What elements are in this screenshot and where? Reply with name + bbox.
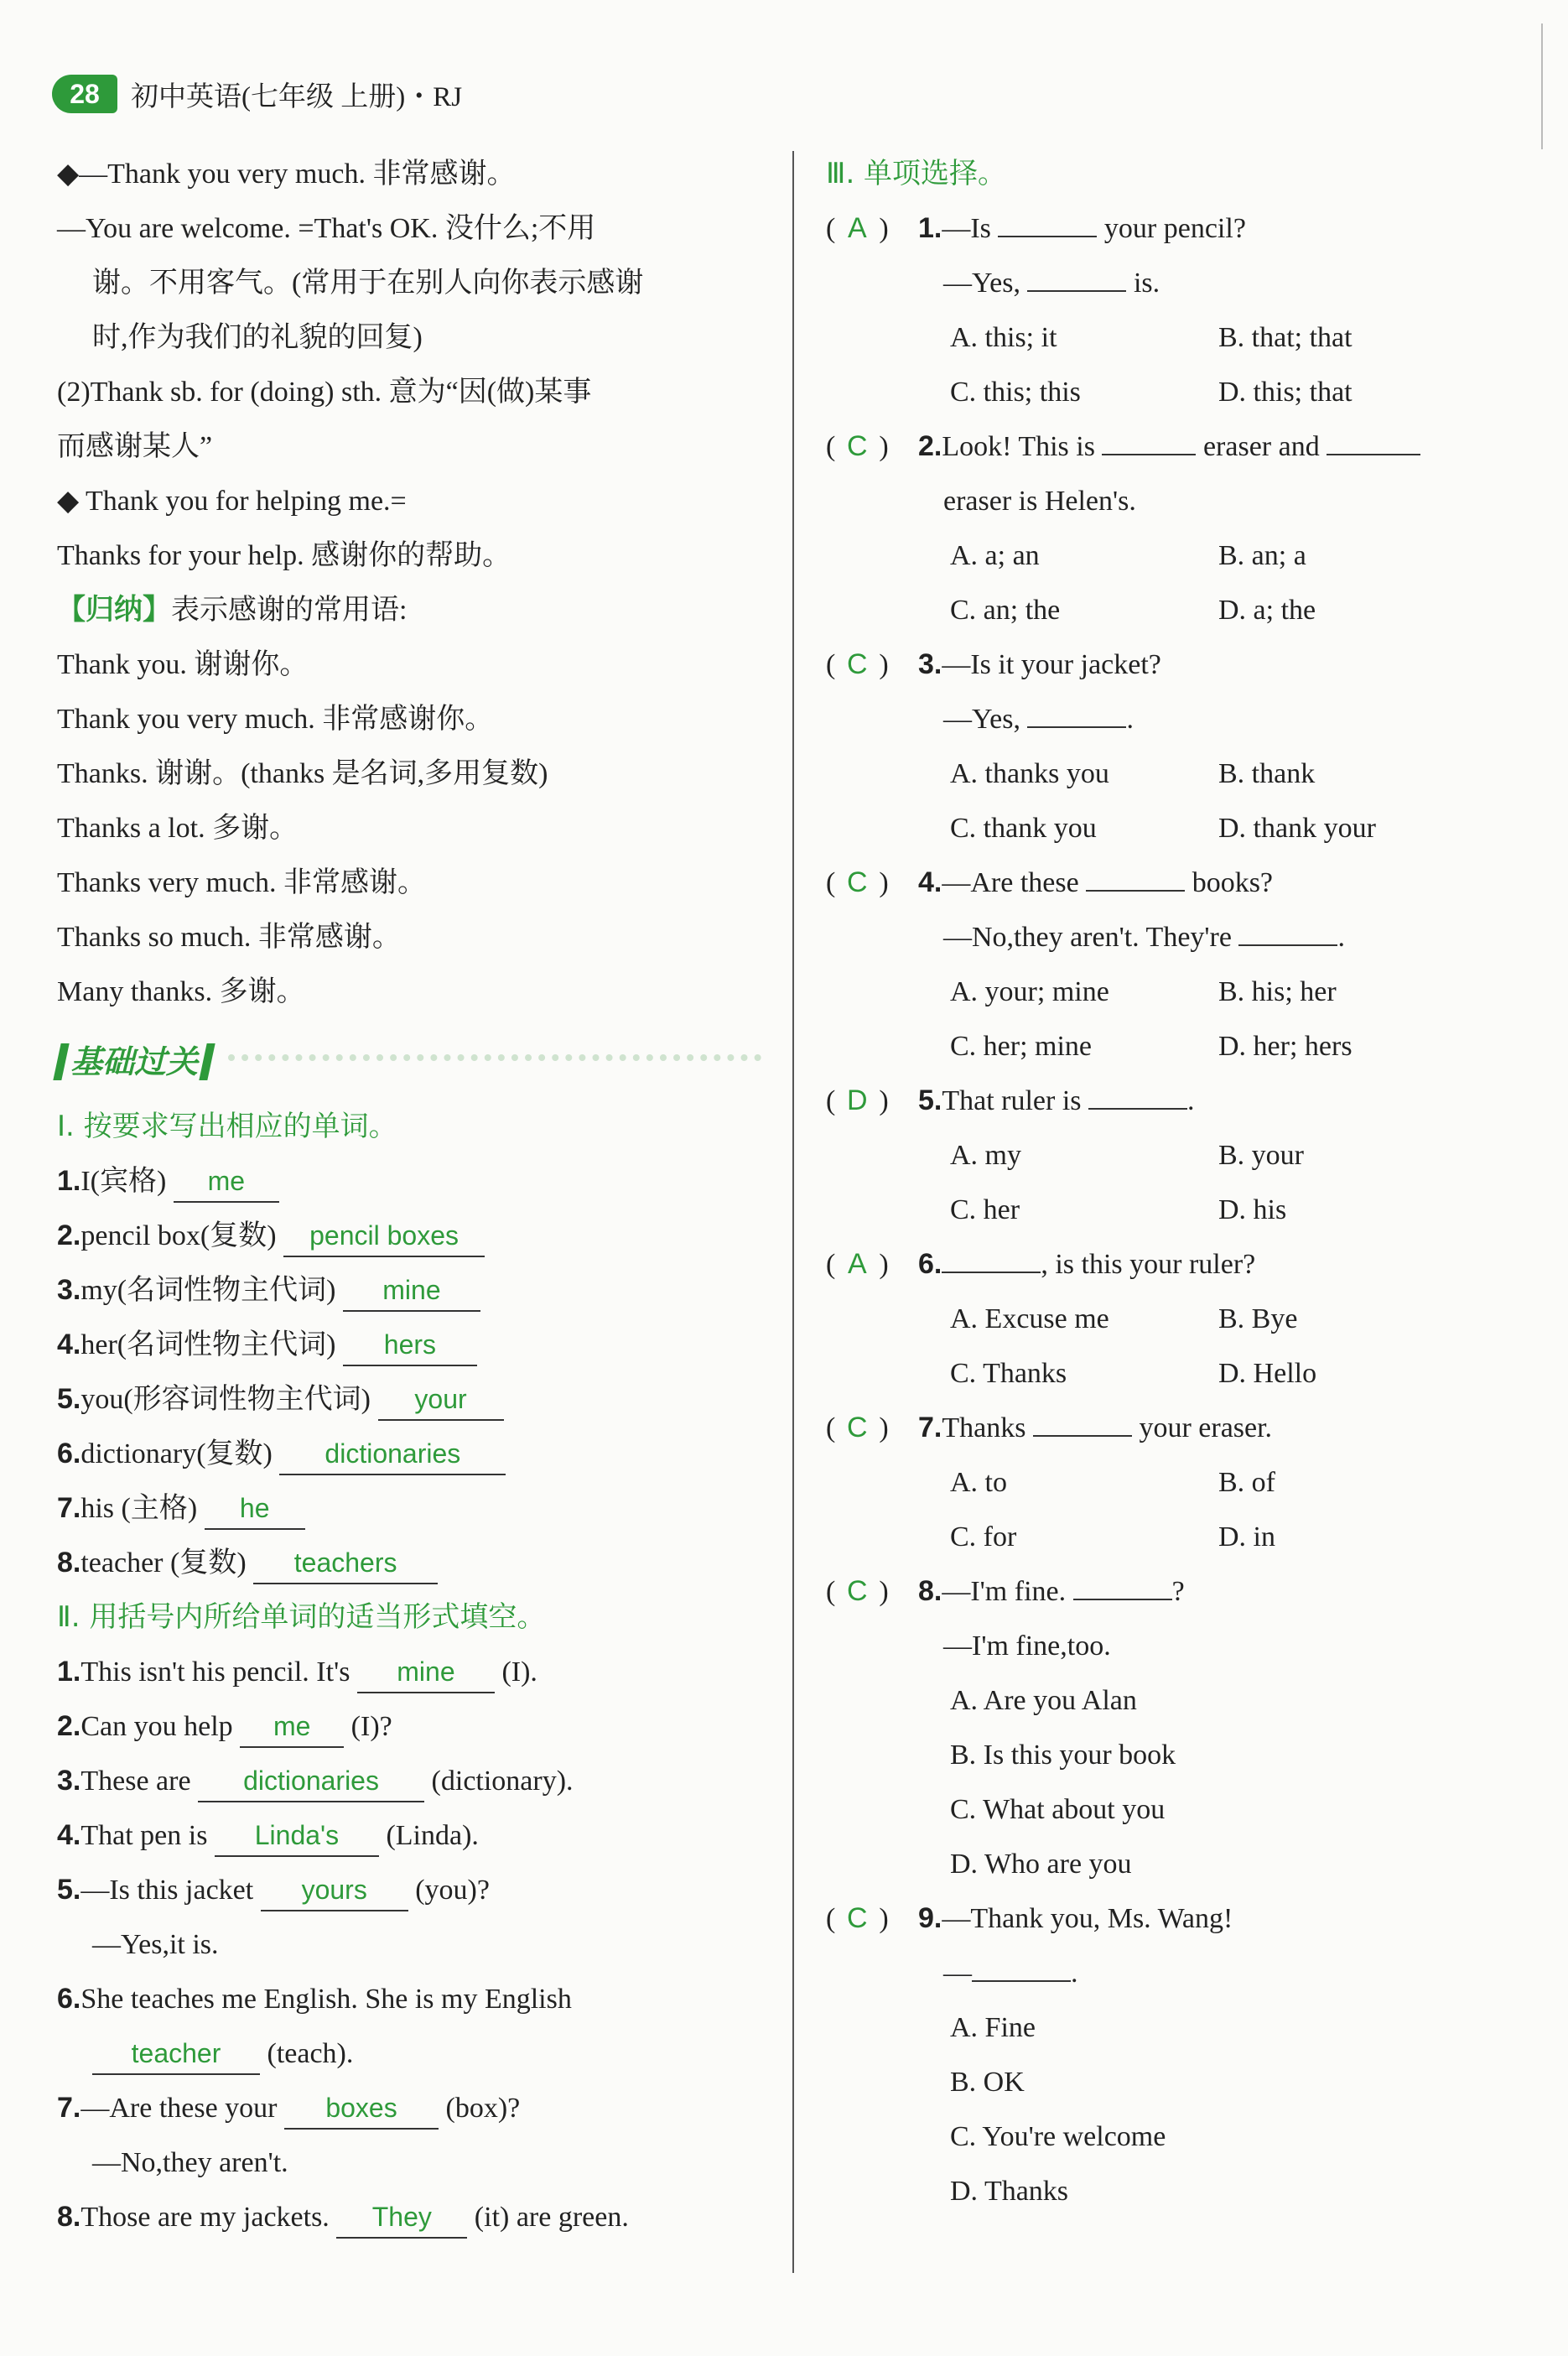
option[interactable]: B. Bye (1218, 1303, 1298, 1334)
option[interactable]: B. Is this your book (950, 1740, 1176, 1771)
question-line (826, 256, 1530, 310)
answer-blank[interactable] (357, 1652, 495, 1693)
question-text: ? (1171, 1576, 1185, 1607)
option[interactable]: A. my (950, 1140, 1021, 1171)
item-hint: (dictionary). (431, 1766, 574, 1797)
item-hint: (it) are green. (474, 2202, 629, 2233)
question-number: 6. (918, 1248, 942, 1280)
summary-title: 表示感谢的常用语: (171, 595, 408, 626)
option[interactable]: B. his; her (1218, 976, 1337, 1007)
option[interactable]: B. of (1218, 1467, 1275, 1498)
question-text: —Is (942, 213, 991, 244)
question-text: eraser and (1202, 431, 1320, 462)
column-divider (792, 151, 794, 2273)
answer-text: mine (397, 1656, 455, 1687)
options-row (826, 1128, 1530, 1183)
exercise-line: —Yes,it is. (92, 1929, 219, 1960)
answer-blank[interactable] (343, 1271, 480, 1312)
question-line: eraser is Helen's. (943, 486, 1136, 517)
answer-blank[interactable] (198, 1761, 424, 1802)
option[interactable]: B. that; that (1218, 322, 1353, 353)
section-1-title: Ⅰ. 按要求写出相应的单词。 (57, 1110, 397, 1143)
item-number: 3. (57, 1765, 81, 1797)
exercise-item (57, 1154, 761, 1209)
banner-bar (199, 1043, 215, 1080)
answer-choice[interactable]: A (847, 212, 867, 244)
question-3: ( C ) 3. —Is it your jacket? (826, 637, 1530, 692)
answer-blank[interactable] (378, 1380, 504, 1421)
summary-heading (57, 583, 761, 637)
section-2-title: Ⅱ. 用括号内所给单词的适当形式填空。 (57, 1600, 546, 1634)
options-row (826, 1455, 1530, 1510)
answer-text: dictionaries (243, 1766, 379, 1796)
item-number: 5. (57, 1874, 81, 1906)
question-number: 1. (918, 212, 942, 244)
answer-text: pencil boxes (309, 1220, 459, 1251)
exercise-item (57, 1263, 761, 1318)
item-prompt: These are (80, 1766, 191, 1797)
item-number: 2. (57, 1710, 81, 1742)
answer-text: me (273, 1711, 311, 1741)
item-prompt: I(宾格) (80, 1166, 167, 1197)
exercise-item (57, 1699, 761, 1754)
question-line (826, 1946, 1530, 2000)
answer-blank[interactable] (92, 2034, 260, 2075)
question-5: ( D ) 5. That ruler is . (826, 1074, 1530, 1128)
option[interactable]: B. thank (1218, 758, 1316, 789)
answer-choice[interactable]: C (847, 430, 868, 462)
options-row (826, 1019, 1530, 1074)
question-4: ( C ) 4. —Are these books? (826, 856, 1530, 910)
question-text: is. (1133, 268, 1160, 299)
answer-blank[interactable] (253, 1543, 438, 1584)
item-hint: (box)? (445, 2093, 521, 2124)
page-number-badge: 28 (52, 75, 117, 113)
question-blank (1086, 890, 1185, 892)
option[interactable]: D. her; hers (1218, 1031, 1353, 1062)
note-line: Thanks for your help. 感谢你的帮助。 (57, 540, 511, 571)
question-blank (1027, 290, 1126, 292)
exercise-item (57, 1536, 761, 1590)
phrase-line: Many thanks. 多谢。 (57, 976, 305, 1007)
option[interactable]: D. Thanks (950, 2176, 1069, 2207)
options-row (826, 746, 1530, 801)
item-number: 2. (57, 1220, 81, 1251)
exercise-item (57, 1808, 761, 1863)
question-text: Thanks (942, 1412, 1026, 1443)
answer-choice[interactable]: C (847, 1412, 868, 1443)
answer-text: dictionaries (325, 1438, 461, 1469)
question-9: ( C ) 9. —Thank you, Ms. Wang! (826, 1891, 1530, 1946)
question-text: —Is it your jacket? (942, 649, 1161, 680)
note-line: (2)Thank sb. for (doing) sth. 意为“因(做)某事 (57, 377, 592, 408)
item-prompt: her(名词性物主代词) (80, 1329, 336, 1360)
question-8: ( C ) 8. —I'm fine. ? (826, 1564, 1530, 1619)
question-text: That ruler is (942, 1085, 1082, 1116)
question-number: 3. (918, 648, 942, 680)
item-prompt: She teaches me English. She is my English (80, 1984, 572, 2015)
question-text: . (1126, 704, 1134, 735)
answer-text: hers (383, 1329, 437, 1360)
question-7: ( C ) 7. Thanks your eraser. (826, 1401, 1530, 1455)
answer-blank[interactable] (279, 1434, 506, 1475)
note-line: 谢。不用客气。(常用于在别人向你表示感谢 (92, 268, 644, 299)
answer-text: teachers (293, 1547, 397, 1578)
phrase-line: Thanks. 谢谢。(thanks 是名词,多用复数) (57, 758, 548, 789)
option[interactable]: C. thank you (950, 813, 1097, 844)
options-row (826, 1510, 1530, 1564)
exercise-item (57, 2081, 761, 2135)
question-blank (998, 236, 1097, 237)
item-number: 6. (57, 1438, 81, 1469)
question-text: —Thank you, Ms. Wang! (942, 1903, 1233, 1934)
note-line: 时,作为我们的礼貌的回复) (92, 322, 423, 353)
question-text: , is this your ruler? (1041, 1249, 1256, 1280)
item-number: 1. (57, 1656, 81, 1688)
item-number: 8. (57, 1547, 81, 1578)
answer-text: Linda's (254, 1820, 340, 1850)
exercise-item (57, 2190, 761, 2244)
answer-choice[interactable]: C (847, 866, 868, 898)
item-prompt: his (主格) (80, 1493, 198, 1524)
answer-choice[interactable]: D (847, 1084, 868, 1116)
options-row (826, 965, 1530, 1019)
option[interactable]: C. her (950, 1194, 1020, 1225)
option[interactable]: C. for (950, 1521, 1017, 1552)
item-prompt: —Is this jacket (80, 1875, 254, 1906)
option[interactable]: D. thank your (1218, 813, 1376, 844)
answer-choice[interactable]: A (847, 1248, 867, 1280)
option[interactable]: C. this; this (950, 377, 1081, 408)
option[interactable]: A. to (950, 1467, 1007, 1498)
question-text: —Yes, (943, 268, 1020, 299)
item-prompt: pencil box(复数) (80, 1220, 277, 1251)
summary-tag: 【归纳】 (57, 595, 171, 626)
item-hint: (teach). (267, 2038, 354, 2069)
option[interactable]: C. Thanks (950, 1358, 1067, 1389)
exercise-item (57, 1481, 761, 1536)
question-text: Look! This is (942, 431, 1095, 462)
item-number: 8. (57, 2201, 81, 2233)
question-text: —No,they aren't. They're (943, 922, 1232, 953)
item-number: 7. (57, 2092, 81, 2124)
left-column (57, 147, 761, 2244)
option[interactable]: B. OK (950, 2067, 1025, 2098)
phrase-line: Thank you. 谢谢你。 (57, 649, 309, 680)
option[interactable]: D. Hello (1218, 1358, 1317, 1389)
question-blank (1088, 1108, 1187, 1110)
phrase-line: Thanks a lot. 多谢。 (57, 813, 299, 844)
answer-text: boxes (325, 2093, 397, 2123)
question-blank (1238, 944, 1337, 946)
answer-text: They (371, 2202, 432, 2232)
answer-text: mine (382, 1275, 441, 1305)
answer-blank[interactable] (174, 1162, 279, 1203)
item-prompt: Those are my jackets. (80, 2202, 330, 2233)
answer-text: teacher (131, 2038, 221, 2068)
question-6: ( A ) 6. , is this your ruler? (826, 1237, 1530, 1292)
item-prompt: my(名词性物主代词) (80, 1275, 336, 1306)
question-line: —I'm fine,too. (943, 1630, 1111, 1662)
item-number: 4. (57, 1329, 81, 1360)
answer-blank[interactable] (336, 2197, 467, 2239)
answer-text: me (207, 1166, 246, 1196)
phrase-line: Thanks so much. 非常感谢。 (57, 922, 401, 953)
question-text: — (943, 1958, 972, 1989)
question-text: your eraser. (1139, 1412, 1273, 1443)
question-line (826, 910, 1530, 965)
question-text: . (1071, 1958, 1078, 1989)
margin-rule (1541, 23, 1543, 149)
option[interactable]: C. What about you (950, 1794, 1166, 1825)
note-line: 而感谢某人” (57, 431, 213, 462)
phrase-line: Thanks very much. 非常感谢。 (57, 867, 427, 898)
exercise-line (57, 2026, 761, 2081)
options-row (826, 365, 1530, 419)
answer-text: yours (301, 1875, 367, 1905)
item-number: 7. (57, 1492, 81, 1524)
question-number: 5. (918, 1084, 942, 1116)
book-title: 初中英语(七年级 上册)・RJ (131, 81, 463, 112)
page-header (52, 72, 462, 116)
question-text: —Are these (942, 867, 1079, 898)
option[interactable]: D. this; that (1218, 377, 1353, 408)
banner-title: 基础过关 (70, 1043, 199, 1080)
options-row (826, 1183, 1530, 1237)
item-hint: (I). (501, 1656, 537, 1688)
question-2: ( C ) 2. Look! This is eraser and (826, 419, 1530, 474)
exercise-item (57, 1427, 761, 1481)
option[interactable]: B. your (1218, 1140, 1304, 1171)
exercise-item (57, 1372, 761, 1427)
option[interactable]: D. his (1218, 1194, 1287, 1225)
answer-blank[interactable] (261, 1870, 408, 1911)
options-row (826, 583, 1530, 637)
options-row (826, 1346, 1530, 1401)
banner-bar (53, 1043, 69, 1080)
question-text: your pencil? (1103, 213, 1246, 244)
item-number: 6. (57, 1983, 81, 2015)
question-blank (972, 1980, 1071, 1982)
question-blank (1027, 726, 1126, 728)
item-prompt: teacher (复数) (80, 1547, 247, 1578)
right-column (826, 147, 1530, 2218)
answer-blank[interactable] (205, 1489, 305, 1530)
options-row (826, 801, 1530, 856)
item-prompt: That pen is (80, 1820, 208, 1851)
answer-blank[interactable] (343, 1325, 477, 1366)
question-number: 8. (918, 1575, 942, 1607)
question-blank (1102, 454, 1196, 455)
option[interactable]: A. Are you Alan (950, 1685, 1137, 1716)
option[interactable]: D. Who are you (950, 1849, 1132, 1880)
banner-dots (228, 1054, 761, 1069)
question-line (826, 692, 1530, 746)
option[interactable]: A. Fine (950, 2012, 1036, 2043)
item-prompt: dictionary(复数) (80, 1438, 273, 1469)
option[interactable]: A. a; an (950, 540, 1040, 571)
question-blank (1033, 1435, 1132, 1437)
exercise-line: —No,they aren't. (92, 2147, 288, 2178)
note-line: ◆—Thank you very much. 非常感谢。 (57, 159, 516, 190)
answer-blank[interactable] (284, 2088, 439, 2130)
item-hint: (I)? (350, 1711, 392, 1742)
item-number: 1. (57, 1165, 81, 1197)
question-number: 7. (918, 1412, 942, 1443)
item-hint: (Linda). (386, 1820, 479, 1851)
answer-choice[interactable]: C (847, 1902, 868, 1934)
item-prompt: This isn't his pencil. It's (80, 1656, 350, 1688)
answer-text: your (414, 1384, 467, 1414)
item-prompt: you(形容词性物主代词) (80, 1384, 371, 1415)
question-blank (1073, 1599, 1172, 1600)
option[interactable]: A. this; it (950, 322, 1057, 353)
section-banner (57, 1024, 761, 1100)
answer-choice[interactable]: C (847, 1575, 868, 1607)
answer-blank[interactable] (215, 1816, 379, 1857)
exercise-item (57, 1318, 761, 1372)
exercise-item (57, 1754, 761, 1808)
exercise-item (57, 1972, 761, 2026)
item-number: 5. (57, 1383, 81, 1415)
option[interactable]: A. your; mine (950, 976, 1109, 1007)
note-line: ◆ Thank you for helping me.= (57, 486, 407, 517)
option[interactable]: B. an; a (1218, 540, 1306, 571)
option[interactable]: C. an; the (950, 595, 1061, 626)
question-text: books? (1192, 867, 1274, 898)
option[interactable]: D. a; the (1218, 595, 1316, 626)
item-prompt: Can you help (80, 1711, 233, 1742)
option[interactable]: D. in (1218, 1521, 1275, 1552)
exercise-item (57, 1863, 761, 1917)
item-prompt: —Are these your (80, 2093, 278, 2124)
options-row (826, 1292, 1530, 1346)
item-number: 4. (57, 1819, 81, 1851)
options-row (826, 310, 1530, 365)
section-3-title: Ⅲ. 单项选择。 (826, 157, 1007, 190)
answer-text: he (239, 1493, 270, 1523)
question-blank (942, 1272, 1041, 1273)
answer-blank[interactable] (283, 1216, 485, 1257)
question-text: . (1337, 922, 1345, 953)
item-hint: (you)? (415, 1875, 490, 1906)
question-blank (1327, 454, 1420, 455)
question-text: —I'm fine. (942, 1576, 1067, 1607)
option[interactable]: A. thanks you (950, 758, 1109, 789)
option[interactable]: C. You're welcome (950, 2121, 1166, 2152)
question-number: 2. (918, 430, 942, 462)
option[interactable]: A. Excuse me (950, 1303, 1109, 1334)
question-number: 9. (918, 1902, 942, 1934)
note-line: —You are welcome. =That's OK. 没什么;不用 (57, 213, 596, 244)
answer-choice[interactable]: C (847, 648, 868, 680)
question-number: 4. (918, 866, 942, 898)
question-text: —Yes, (943, 704, 1020, 735)
exercise-item (57, 1645, 761, 1699)
options-row (826, 528, 1530, 583)
option[interactable]: C. her; mine (950, 1031, 1093, 1062)
question-1: ( A ) 1. —Is your pencil? (826, 201, 1530, 256)
answer-blank[interactable] (240, 1707, 344, 1748)
exercise-item (57, 1209, 761, 1263)
item-number: 3. (57, 1274, 81, 1306)
question-text: . (1187, 1085, 1195, 1116)
phrase-line: Thank you very much. 非常感谢你。 (57, 704, 494, 735)
